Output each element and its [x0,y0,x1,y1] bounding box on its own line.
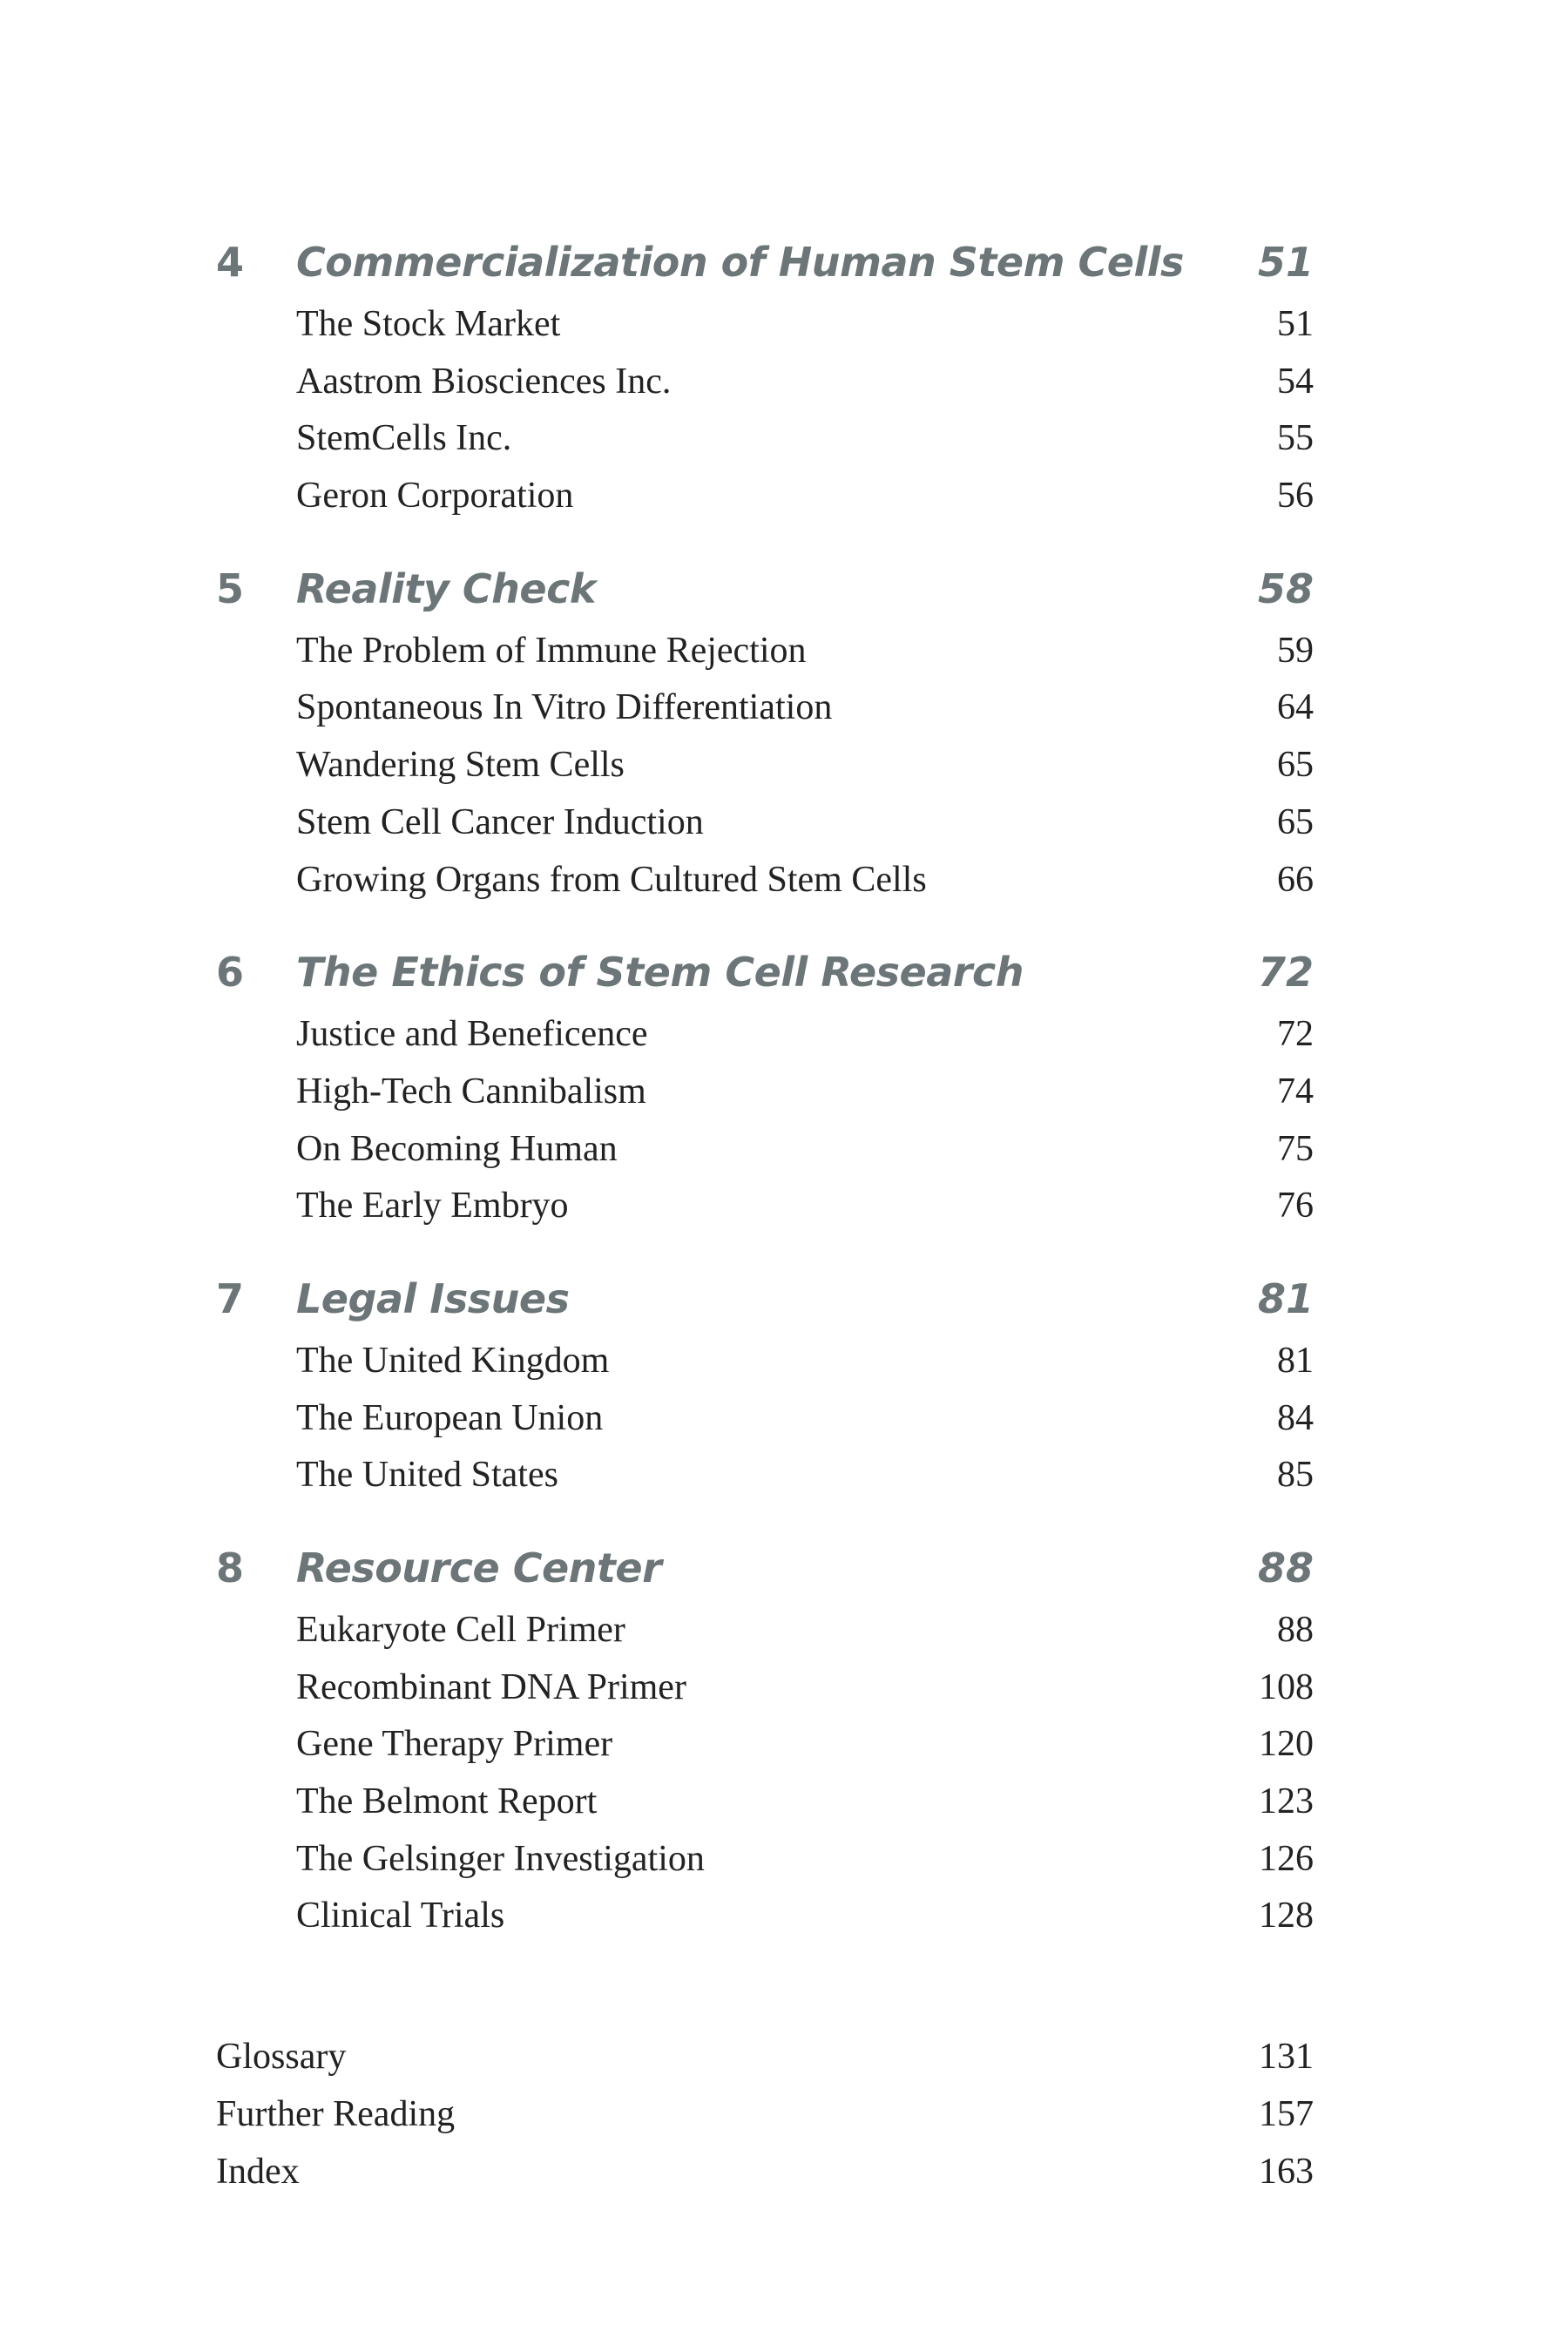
chapter-number: 7 [216,1274,245,1322]
entry-page-number: 59 [1277,630,1314,671]
entry-title: Gene Therapy Primer [296,1724,613,1765]
chapter-heading[interactable] [216,1265,1314,1333]
toc-entry[interactable] [216,1178,1314,1235]
entry-title: The European Union [296,1397,604,1438]
entry-title: Clinical Trials [296,1896,505,1936]
entry-title: Recombinant DNA Primer [296,1666,686,1707]
chapter-title: Reality Check [296,564,596,612]
entry-title: The Stock Market [296,304,561,344]
toc-entry[interactable] [216,1659,1314,1717]
entry-page-number: 108 [1259,1666,1314,1707]
toc-entry[interactable] [216,296,1314,354]
entry-title: The Gelsinger Investigation [296,1838,705,1879]
entry-page-number: 65 [1277,801,1314,842]
entry-page-number: 66 [1277,859,1314,900]
entry-title: Wandering Stem Cells [296,745,625,786]
chapter-page-number: 51 [1257,239,1314,286]
entry-page-number: 123 [1259,1781,1314,1822]
entry-title: Index [216,2151,300,2192]
toc-entry[interactable] [216,1602,1314,1659]
toc-entry[interactable] [216,1447,1314,1504]
toc-entry[interactable] [216,1064,1314,1121]
chapter-heading[interactable] [216,938,1314,1006]
chapter-6 [216,938,1314,1235]
entry-title: Glossary [216,2037,347,2078]
entry-title: The United States [296,1455,558,1496]
toc-entry[interactable] [216,737,1314,794]
entry-title: The Belmont Report [296,1781,598,1822]
chapter-number: 4 [216,239,245,286]
chapter-7 [216,1265,1314,1504]
chapter-page-number: 72 [1257,949,1314,997]
entry-page-number: 65 [1277,745,1314,786]
entry-page-number: 56 [1277,476,1314,517]
entry-title: Aastrom Biosciences Inc. [296,361,672,402]
entry-title: Spontaneous In Vitro Differentiation [296,687,833,728]
entry-page-number: 74 [1277,1071,1314,1112]
toc-entry[interactable] [216,1774,1314,1831]
entry-title: Further Reading [216,2093,456,2134]
entry-title: Eukaryote Cell Primer [296,1610,625,1650]
entry-page-number: 81 [1277,1340,1314,1381]
entry-page-number: 131 [1259,2037,1314,2078]
entry-title: The Early Embryo [296,1186,569,1227]
chapter-heading[interactable] [216,555,1314,623]
toc-entry[interactable] [216,1390,1314,1448]
chapter-heading[interactable] [216,1534,1314,1602]
entry-page-number: 75 [1277,1128,1314,1169]
toc-entry[interactable] [216,354,1314,411]
toc-entry-index[interactable] [216,2144,1314,2201]
toc-entry[interactable] [216,1888,1314,1945]
toc-entry[interactable] [216,410,1314,468]
chapter-page-number: 58 [1257,564,1314,612]
toc-entry[interactable] [216,623,1314,680]
entry-page-number: 51 [1277,304,1314,344]
entry-page-number: 85 [1277,1455,1314,1496]
toc-entry[interactable] [216,794,1314,852]
toc-entry[interactable] [216,1333,1314,1390]
entry-page-number: 163 [1259,2151,1314,2192]
toc-entry[interactable] [216,1831,1314,1889]
toc-entry-glossary[interactable] [216,2029,1314,2086]
chapter-title: Resource Center [296,1544,662,1592]
entry-page-number: 120 [1259,1724,1314,1765]
entry-page-number: 157 [1259,2093,1314,2134]
entry-title: Justice and Beneficence [296,1014,648,1055]
toc-entry[interactable] [216,1121,1314,1179]
toc-entry[interactable] [216,1716,1314,1774]
entry-page-number: 72 [1277,1014,1314,1055]
entry-title: High-Tech Cannibalism [296,1071,646,1112]
chapter-number: 8 [216,1544,245,1592]
entry-title: The United Kingdom [296,1340,610,1381]
chapter-heading[interactable] [216,228,1314,296]
chapter-title: Commercialization of Human Stem Cells [296,239,1184,286]
back-matter [216,2029,1314,2200]
entry-page-number: 55 [1277,418,1314,459]
toc-entry[interactable] [216,468,1314,525]
entry-page-number: 76 [1277,1186,1314,1227]
table-of-contents [216,228,1314,2200]
entry-page-number: 84 [1277,1397,1314,1438]
toc-entry-further-reading[interactable] [216,2086,1314,2144]
chapter-page-number: 81 [1257,1274,1314,1322]
entry-page-number: 64 [1277,687,1314,728]
entry-page-number: 128 [1259,1896,1314,1936]
entry-title: The Problem of Immune Rejection [296,630,807,671]
entry-page-number: 126 [1259,1838,1314,1879]
chapter-4 [216,228,1314,525]
chapter-title: The Ethics of Stem Cell Research [296,949,1024,997]
chapter-page-number: 88 [1257,1544,1314,1592]
toc-entry[interactable] [216,1006,1314,1064]
entry-title: Stem Cell Cancer Induction [296,801,704,842]
chapter-5 [216,555,1314,909]
entry-title: Growing Organs from Cultured Stem Cells [296,859,927,900]
chapter-title: Legal Issues [296,1274,570,1322]
entry-title: On Becoming Human [296,1128,618,1169]
entry-page-number: 54 [1277,361,1314,402]
chapter-number: 6 [216,949,245,997]
entry-title: Geron Corporation [296,476,574,517]
toc-entry[interactable] [216,679,1314,737]
entry-title: StemCells Inc. [296,418,512,459]
chapter-number: 5 [216,564,245,612]
toc-entry[interactable] [216,852,1314,909]
chapter-8 [216,1534,1314,1945]
entry-page-number: 88 [1277,1610,1314,1650]
